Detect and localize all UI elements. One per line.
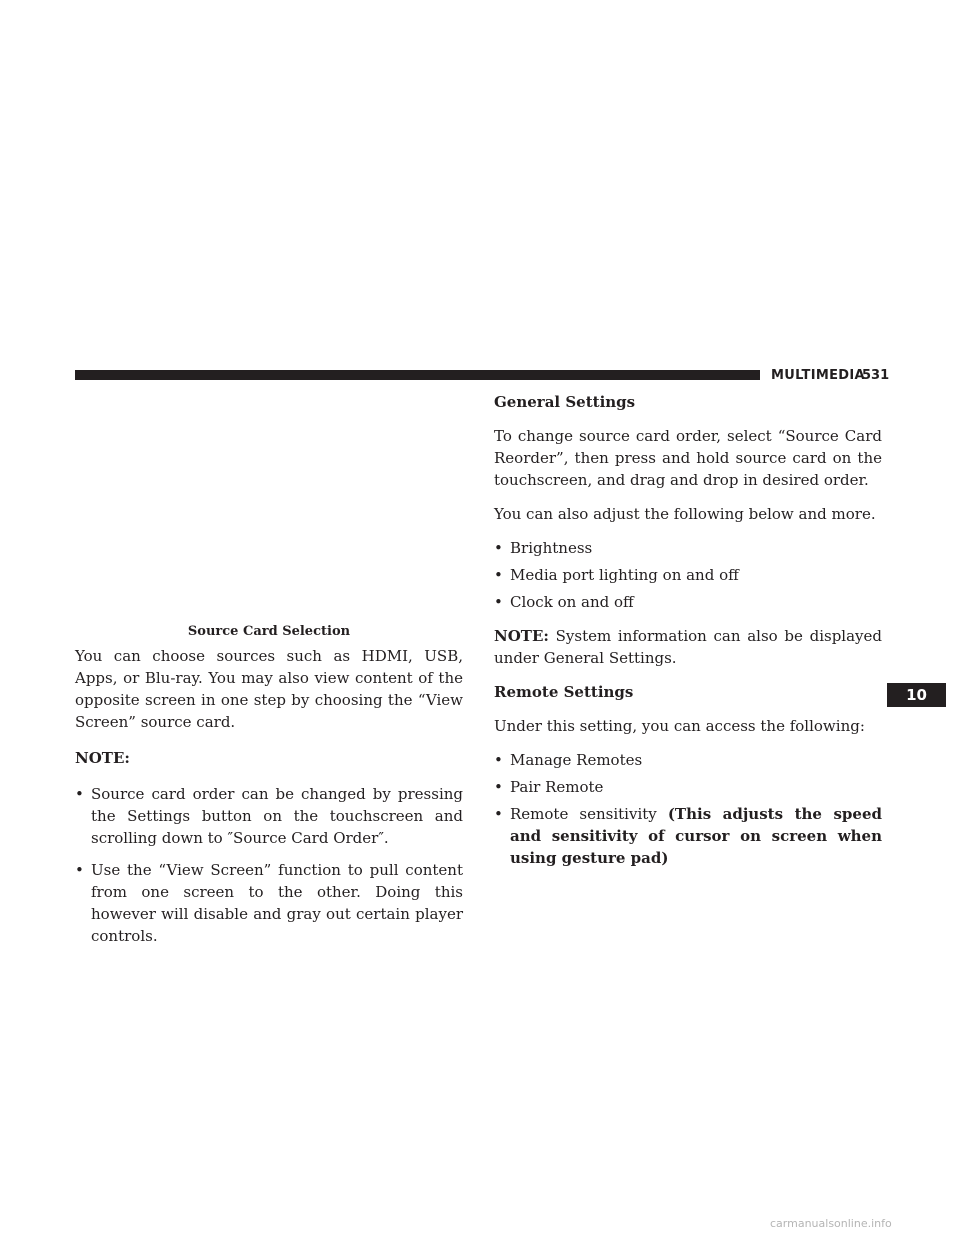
- list-item: • Media port lighting on and off: [494, 564, 882, 586]
- intro-paragraph: You can choose sources such as HDMI, USB, Apps, or Blu-ray. You may also view content of the opposite screen in one step by choosing the “View Screen” source card.: [75, 647, 463, 731]
- list-item: • Manage Remotes: [494, 749, 882, 771]
- list-item: [494, 803, 882, 869]
- general-paragraph-2: You can also adjust the following below and more.: [494, 505, 876, 523]
- list-item: • Pair Remote: [494, 776, 882, 798]
- note-label: NOTE:: [75, 749, 130, 767]
- list-item: • Clock on and off: [494, 591, 882, 613]
- note-paragraph: [494, 625, 882, 669]
- note-label: NOTE:: [494, 627, 549, 645]
- general-paragraph-1: To change source card order, select “Source Card Reorder”, then press and hold source card on the touchscreen, and drag and drop in desired order.: [494, 427, 882, 489]
- remote-settings-heading: Remote Settings: [494, 683, 634, 701]
- list-item: • Use the “View Screen” function to pull content from one screen to the other. Doing this however will disable and gray out certain player controls.: [75, 859, 463, 947]
- general-bullet-list: [494, 537, 882, 613]
- remote-sensitivity-detail: (This adjusts the speed and sensitivity of cursor on screen when using gesture pad): [510, 805, 882, 867]
- footer-watermark: carmanualsonline.info: [770, 1217, 892, 1230]
- section-title: MULTIMEDIA: [771, 368, 865, 383]
- header-rule: [75, 370, 760, 380]
- note-bullet-list: [75, 783, 463, 947]
- remote-intro: Under this setting, you can access the following:: [494, 717, 865, 735]
- note-text: System information can also be displayed under General Settings.: [494, 627, 882, 667]
- figure-caption: Source Card Selection: [187, 624, 351, 639]
- general-settings-heading: General Settings: [494, 393, 636, 411]
- left-column: [75, 645, 463, 947]
- remote-bullet-list: [494, 749, 882, 869]
- list-item: • Source card order can be changed by pressing the Settings button on the touchscreen and scrolling down to ″Source Card Order″.: [75, 783, 463, 849]
- page-number: 531: [862, 368, 890, 383]
- remote-sensitivity-label: Remote sensitivity: [510, 805, 668, 823]
- list-item: • Brightness: [494, 537, 882, 559]
- right-column: [494, 391, 882, 869]
- chapter-tab: 10: [887, 683, 946, 707]
